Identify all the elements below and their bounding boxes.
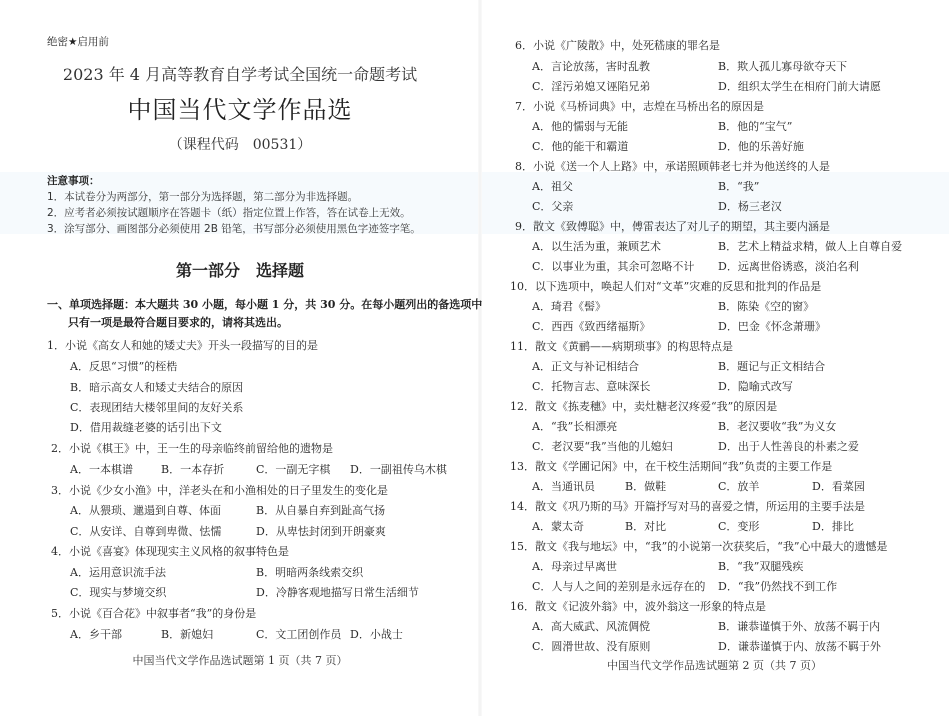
option-a: A．当通讯员 xyxy=(532,480,595,493)
option-d: D．谦恭谨慎于内、放荡不羁于外 xyxy=(718,640,881,653)
confidential-mark: 绝密★启用前 xyxy=(47,36,109,48)
option-c: C．西西《致西绪福斯》 xyxy=(532,320,651,333)
option-c: C．从安详、自尊到卑微、怯懦 xyxy=(70,525,222,538)
option-a: A．祖父 xyxy=(532,180,573,193)
course-code: （课程代码 00531） xyxy=(168,137,312,153)
option-a: A．反思“习惯”的桎梏 xyxy=(70,360,178,373)
option-c: C．表现团结大楼邻里间的友好关系 xyxy=(70,401,244,414)
page-footer: 中国当代文学作品选试题第 2 页（共 7 页） xyxy=(607,659,822,672)
question-stem: 4．小说《喜宴》体现现实主义风格的叙事特色是 xyxy=(51,545,289,558)
option-b: B．一本存折 xyxy=(161,463,225,476)
option-b: B．明暗两条线索交织 xyxy=(256,566,364,579)
section-instructions: 一、单项选择题：本大题共 30 小题，每小题 1 分，共 30 分。在每小题列出的备选项中 xyxy=(47,298,483,311)
option-a: A．蒙太奇 xyxy=(532,520,584,533)
option-d: D．远离世俗诱惑，淡泊名利 xyxy=(718,260,859,273)
option-a: A．正文与补记相结合 xyxy=(532,360,639,373)
option-b: B．对比 xyxy=(625,520,667,533)
option-a: A．“我”长相漂亮 xyxy=(532,420,618,433)
option-d: D．巴金《怀念萧珊》 xyxy=(718,320,826,333)
option-a: A．母亲过早离世 xyxy=(532,560,617,573)
option-c: C．文工团创作员 xyxy=(256,628,342,641)
option-a: A．从猥琐、邋遢到自尊、体面 xyxy=(70,504,221,517)
page-footer: 中国当代文学作品选试题第 1 页（共 7 页） xyxy=(132,654,348,667)
option-d: D．借用裁缝老婆的话引出下文 xyxy=(70,421,222,434)
option-b: B．题记与正文相结合 xyxy=(718,360,826,373)
option-b: B．暗示高女人和矮丈夫结合的原因 xyxy=(70,381,244,394)
option-d: D．看菜园 xyxy=(812,480,865,493)
option-b: B．做鞋 xyxy=(625,480,667,493)
notice-item: 1．本试卷分为两部分，第一部分为选择题，第二部分为非选择题。 xyxy=(47,191,359,203)
option-a: A．高大威武、风流倜傥 xyxy=(532,620,650,633)
option-c: C．圆滑世故、没有原则 xyxy=(532,640,651,653)
option-c: C．变形 xyxy=(718,520,760,533)
option-a: A．乡干部 xyxy=(70,628,122,641)
question-stem: 15．散文《我与地坛》中，“我”的小说第一次获奖后，“我”心中最大的遗憾是 xyxy=(510,540,888,553)
option-d: D．一副祖传乌木棋 xyxy=(350,463,447,476)
option-b: B．陈染《空的窗》 xyxy=(718,300,815,313)
option-c: C．现实与梦境交织 xyxy=(70,586,167,599)
notice-item: 3．涂写部分、画图部分必须使用 2B 铅笔，书写部分必须使用黑色字迹签字笔。 xyxy=(47,223,421,235)
option-b: B．“我” xyxy=(718,180,760,193)
notices-heading: 注意事项： xyxy=(47,175,100,187)
option-a: A．言论放荡，害时乱教 xyxy=(532,60,650,73)
option-a: A．他的懦弱与无能 xyxy=(532,120,628,133)
option-c: C．老汉要“我”当他的儿媳妇 xyxy=(532,440,673,453)
option-c: C．父亲 xyxy=(532,200,574,213)
option-b: B．谦恭谨慎于外、放荡不羁于内 xyxy=(718,620,881,633)
option-d: D．小战士 xyxy=(350,628,403,641)
option-c: C．托物言志、意味深长 xyxy=(532,380,651,393)
option-d: D．杨三老汉 xyxy=(718,200,782,213)
question-stem: 12．散文《拣麦穗》中，卖灶糖老汉疼爱“我”的原因是 xyxy=(510,400,778,413)
option-d: D．组织太学生在相府门前大请愿 xyxy=(718,80,881,93)
notice-item: 2．应考者必须按试题顺序在答题卡（纸）指定位置上作答，答在试卷上无效。 xyxy=(47,207,411,219)
option-d: D．出于人性善良的朴素之爱 xyxy=(718,440,859,453)
option-d: D．冷静客观地描写日常生活细节 xyxy=(256,586,419,599)
question-stem: 5．小说《百合花》中叙事者“我”的身份是 xyxy=(51,607,257,620)
option-c: C．放羊 xyxy=(718,480,760,493)
question-stem: 8．小说《送一个人上路》中，承诺照顾韩老七并为他送终的人是 xyxy=(515,160,830,173)
option-a: A．一本棋谱 xyxy=(70,463,133,476)
option-b: B．“我”双腿残疾 xyxy=(718,560,804,573)
question-stem: 16．散文《记波外翁》中，波外翁这一形象的特点是 xyxy=(510,600,766,613)
option-b: B．从自暴自弃到趾高气扬 xyxy=(256,504,386,517)
option-c: C．人与人之间的差别是永远存在的 xyxy=(532,580,706,593)
option-d: D．“我”仍然找不到工作 xyxy=(718,580,838,593)
option-d: D．从卑怯封闭到开朗豪爽 xyxy=(256,525,386,538)
exam-title: 2023 年 4 月高等教育自学考试全国统一命题考试 xyxy=(62,65,418,84)
section-instructions-cont: 只有一项是最符合题目要求的，请将其选出。 xyxy=(68,316,288,329)
option-c: C．一副无字棋 xyxy=(256,463,331,476)
question-stem: 14．散文《巩乃斯的马》开篇抒写对马的喜爱之情，所运用的主要手法是 xyxy=(510,500,865,513)
subject-title: 中国当代文学作品选 xyxy=(127,96,353,124)
question-stem: 9．散文《致傅聪》中，傅雷表达了对儿子的期望，其主要内涵是 xyxy=(515,220,830,233)
option-d: D．排比 xyxy=(812,520,854,533)
option-a: A．琦君《髻》 xyxy=(532,300,606,313)
option-b: B．新媳妇 xyxy=(161,628,214,641)
option-c: C．以事业为重，其余可忽略不计 xyxy=(532,260,695,273)
question-stem: 6．小说《广陵散》中，处死嵇康的罪名是 xyxy=(515,39,720,52)
question-stem: 7．小说《马桥词典》中，志煌在马桥出名的原因是 xyxy=(515,100,764,113)
part-heading: 第一部分 选择题 xyxy=(175,261,304,280)
option-b: B．老汉要收“我”为义女 xyxy=(718,420,837,433)
question-stem: 3．小说《少女小渔》中，洋老头在和小渔相处的日子里发生的变化是 xyxy=(51,484,388,497)
option-b: B．欺人孤儿寡母欲夺天下 xyxy=(718,60,848,73)
option-a: A．以生活为重，兼顾艺术 xyxy=(532,240,661,253)
question-stem: 10．以下选项中，唤起人们对“文革”灾难的反思和批判的作品是 xyxy=(510,280,822,293)
option-b: B．他的“宝气” xyxy=(718,120,793,133)
question-stem: 1．小说《高女人和她的矮丈夫》开头一段描写的目的是 xyxy=(47,339,318,352)
question-stem: 13．散文《学圃记闲》中，在干校生活期间“我”负责的主要工作是 xyxy=(510,460,833,473)
question-stem: 11．散文《黄鹂——病期琐事》的构思特点是 xyxy=(510,340,733,353)
option-c: C．他的能干和霸道 xyxy=(532,140,629,153)
option-d: D．他的乐善好施 xyxy=(718,140,804,153)
exam-page-2 xyxy=(480,0,949,716)
option-a: A．运用意识流手法 xyxy=(70,566,166,579)
option-d: D．隐喻式改写 xyxy=(718,380,793,393)
option-b: B．艺术上精益求精，做人上自尊自爱 xyxy=(718,240,903,253)
question-stem: 2．小说《棋王》中，王一生的母亲临终前留给他的遗物是 xyxy=(51,442,333,455)
option-c: C．淫污弟媳又诬陷兄弟 xyxy=(532,80,651,93)
